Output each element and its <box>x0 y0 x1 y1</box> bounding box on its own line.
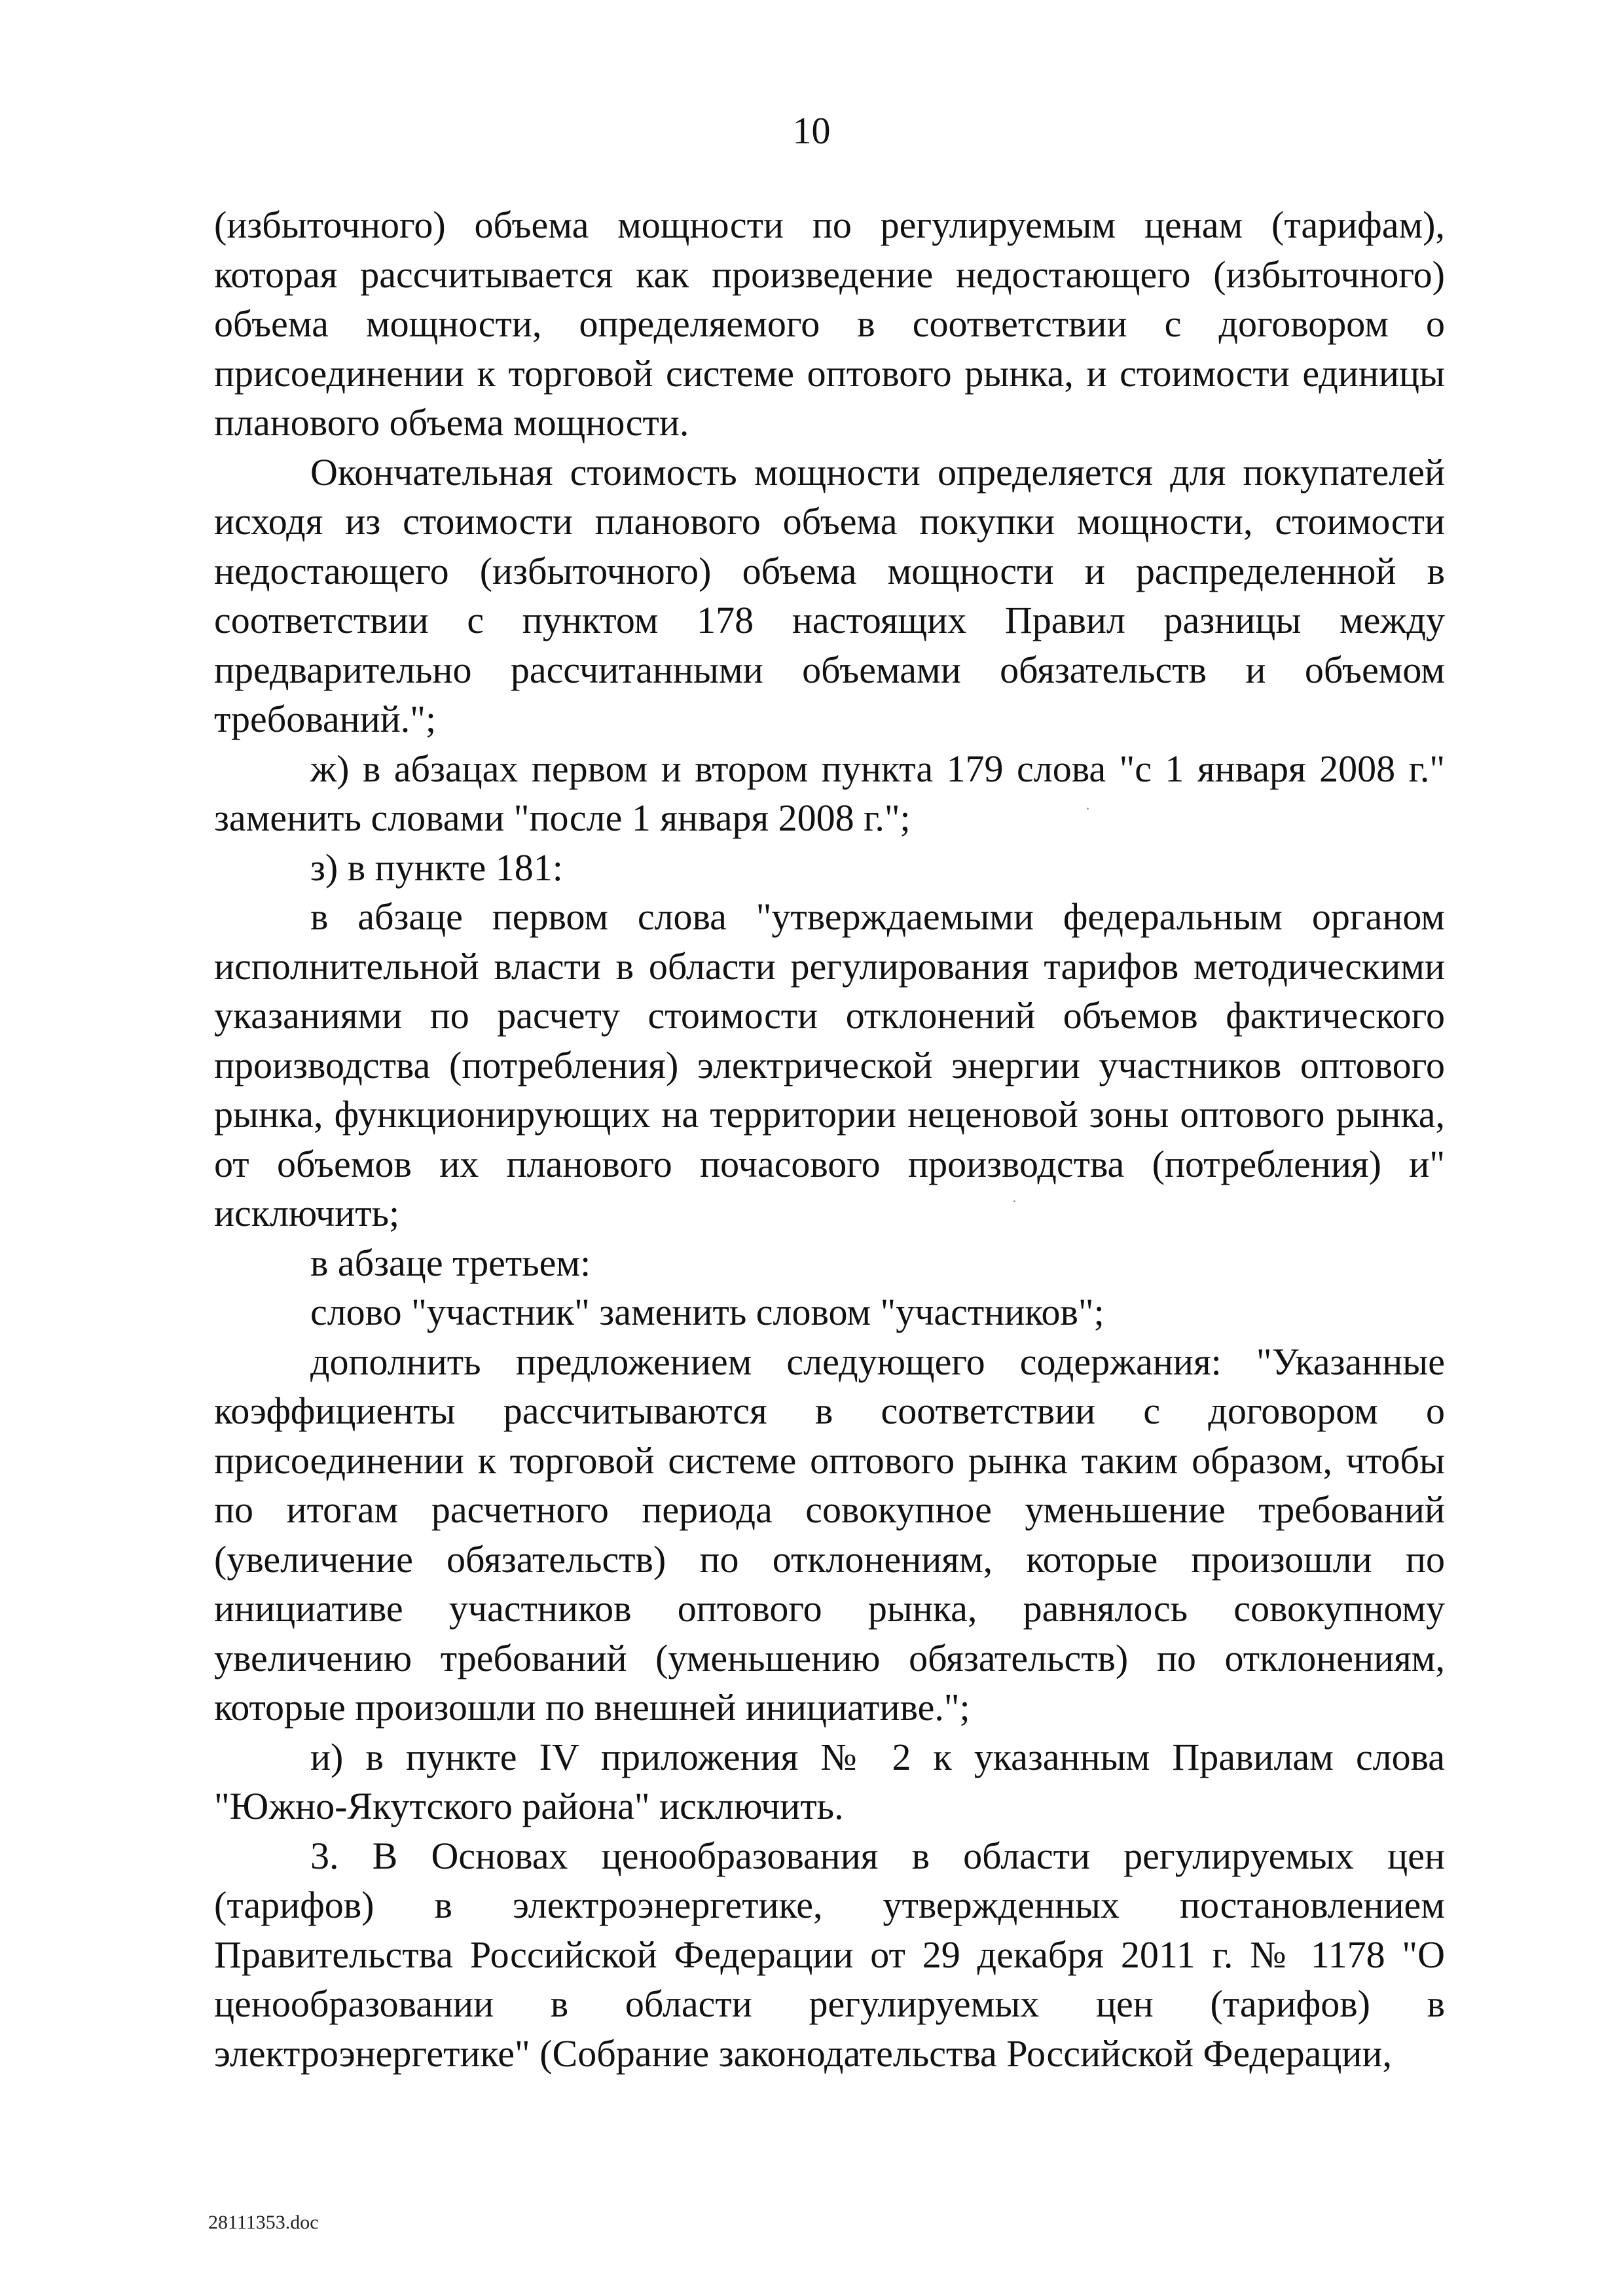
paragraph-word-replacement: слово "участник" заменить словом "участников"; <box>310 1291 1104 1333</box>
paragraph-item-z: з) в пункте 181: <box>310 846 563 889</box>
document-body <box>214 200 1445 2078</box>
paragraph-item-zh: ж) в абзацах первом и втором пункта 179 слова "с 1 января 2008 г." заменить словами "после 1 января 2008 г."; <box>214 747 1445 839</box>
paragraph-item-i: и) в пункте IV приложения № 2 к указанным Правилам слова "Южно-Якутского района" исключить. <box>214 1735 1445 1827</box>
paragraph-third-abzac: в абзаце третьем: <box>310 1241 591 1284</box>
paragraph-first-abzac: в абзаце первом слова "утверждаемыми федеральным органом исполнительной власти в области регулирования тарифов методическими указаниями по расчету стоимости отклонений объемов фактического производства (потребления) электрической энергии участников оптового рынка, функционирующих на территории неценовой зоны оптового рынка, от объемов их планового почасового производства (потребления) и" исключить; <box>214 895 1445 1234</box>
paragraph-final-capacity-cost: Окончательная стоимость мощности определяется для покупателей исходя из стоимости планового объема покупки мощности, стоимости недостающего (избыточного) объема мощности и распределенной в соответствии с пунктом 178 настоящих Правил разницы между предварительно рассчитанными объемами обязательств и объемом требований."; <box>214 450 1445 740</box>
page-number: 10 <box>792 109 831 152</box>
footer-document-code: 28111353.doc <box>208 2212 319 2233</box>
scan-speck <box>1087 808 1089 810</box>
paragraph-continuation: (избыточного) объема мощности по регулируемым ценам (тарифам), которая рассчитывается как произведение недостающего (избыточного) объема мощности, определяемого в соответствии с договором о присоединении к торговой системе оптового рынка, и стоимости единицы планового объема мощности. <box>214 204 1445 444</box>
scan-speck <box>1013 1200 1015 1202</box>
paragraph-section-3: 3. В Основах ценообразования в области регулируемых цен (тарифов) в электроэнергетике, утвержденных постановлением Правительства Российской Федерации от 29 декабря 2011 г. № 1178 "О ценообразовании в области регулируемых цен (тарифов) в электроэнергетике" (Собрание законодательства Российской Федерации, <box>214 1834 1445 2075</box>
paragraph-add-sentence: дополнить предложением следующего содержания: "Указанные коэффициенты рассчитываются в соответствии с договором о присоединении к торговой системе оптового рынка таким образом, чтобы по итогам расчетного периода совокупное уменьшение требований (увеличение обязательств) по отклонениям, которые произошли по инициативе участников оптового рынка, равнялось совокупному увеличению требований (уменьшению обязательств) по отклонениям, которые произошли по внешней инициативе."; <box>214 1340 1445 1729</box>
